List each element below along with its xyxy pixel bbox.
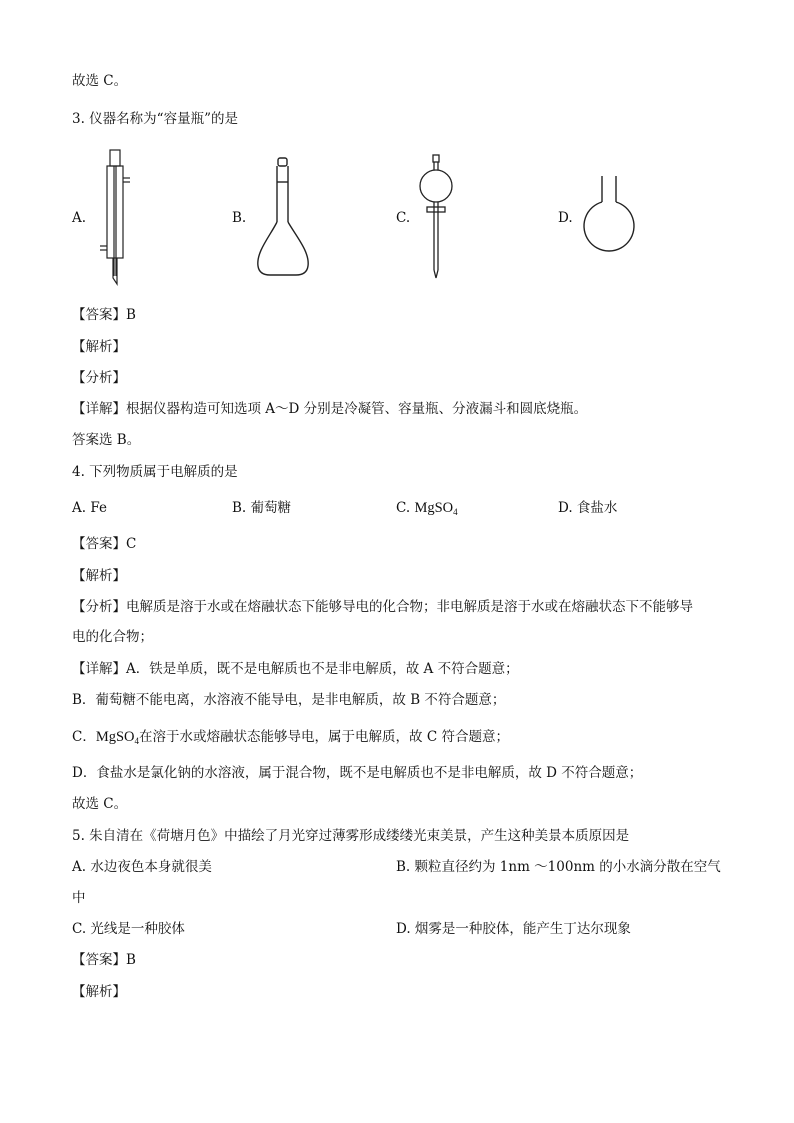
- q4-option-b: B. 葡萄糖: [232, 500, 292, 516]
- q4-option-d: D. 食盐水: [558, 500, 618, 516]
- q4-stem: 4. 下列物质属于电解质的是: [72, 464, 238, 480]
- q4-option-c-formula: MgSO$_4$: [414, 500, 458, 517]
- q4-fenxi-line2: 电的化合物；: [72, 629, 153, 645]
- q3-analysis-label: 【解析】: [72, 339, 126, 355]
- q4-option-c: [396, 498, 458, 522]
- q4-answer: 【答案】C: [72, 536, 137, 552]
- q4-detail-a: 【详解】A．铁是单质，既不是电解质也不是非电解质，故 A 不符合题意；: [72, 661, 519, 677]
- q5-answer: 【答案】B: [72, 952, 136, 968]
- q3-option-d-label: D.: [558, 210, 573, 226]
- q4-detail-c-formula: MgSO$_4$: [95, 729, 140, 746]
- q5-analysis-label: 【解析】: [72, 984, 126, 1000]
- q3-detail: 【详解】根据仪器构造可知选项 A～D 分别是冷凝管、容量瓶、分液漏斗和圆底烧瓶。: [72, 401, 588, 417]
- q3-option-b-label: B.: [232, 210, 247, 226]
- q3-conclusion: 答案选 B。: [72, 432, 141, 448]
- q4-fenxi-line1: 【分析】电解质是溶于水或在熔融状态下能够导电的化合物；非电解质是溶于水或在熔融状态下不能够导: [72, 599, 693, 615]
- q5-option-b-line1: B. 颗粒直径约为 1nm ～100nm 的小水滴分散在空气: [396, 859, 721, 875]
- q4-analysis-label: 【解析】: [72, 568, 126, 584]
- q3-stem: 3. 仪器名称为“容量瓶”的是: [72, 111, 238, 127]
- q3-fenxi-label: 【分析】: [72, 370, 126, 386]
- q3-answer: 【答案】B: [72, 307, 136, 323]
- q5-stem: 5. 朱自清在《荷塘月色》中描绘了月光穿过薄雾形成缕缕光束美景，产生这种美景本质原因是: [72, 828, 630, 844]
- q4-conclusion: 故选 C。: [72, 796, 128, 812]
- q2-conclusion: 故选 C。: [72, 73, 128, 89]
- q4-detail-b: B．葡萄糖不能电离，水溶液不能导电，是非电解质，故 B 不符合题意；: [72, 692, 506, 708]
- q4-option-a: A. Fe: [72, 500, 107, 516]
- q4-option-c-letter: C.: [396, 500, 411, 516]
- condenser-icon: [96, 148, 136, 288]
- q5-option-b-line2: 中: [72, 890, 86, 906]
- volumetric-flask-icon: [252, 152, 314, 282]
- separatory-funnel-icon: [416, 152, 456, 282]
- round-bottom-flask-icon: [580, 172, 640, 262]
- q4-detail-c: C．MgSO$_4$在溶于水或熔融状态能够导电，属于电解质，故 C 符合题意；: [72, 729, 509, 746]
- q5-option-c: C. 光线是一种胶体: [72, 921, 185, 937]
- q4-detail-d: D．食盐水是氯化钠的水溶液，属于混合物，既不是电解质也不是非电解质，故 D 不符合题意；: [72, 765, 643, 781]
- q3-option-c-label: C.: [396, 210, 411, 226]
- q5-option-d: D. 烟雾是一种胶体，能产生丁达尔现象: [396, 921, 631, 937]
- q5-option-a: A. 水边夜色本身就很美: [72, 859, 212, 875]
- q3-option-a-label: A.: [72, 210, 87, 226]
